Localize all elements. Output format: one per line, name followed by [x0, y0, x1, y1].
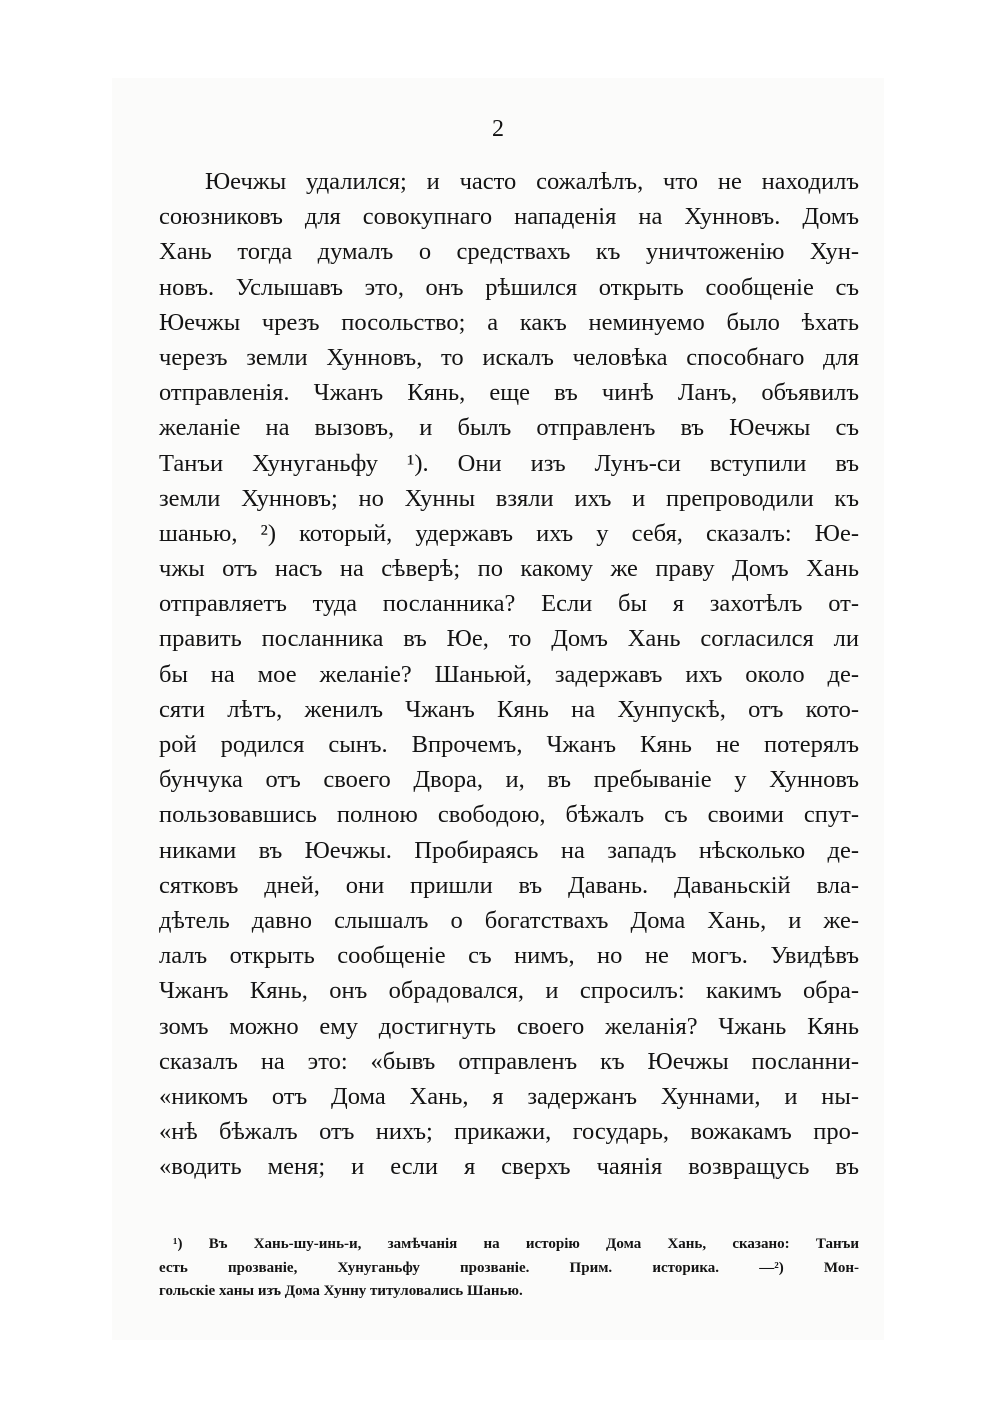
text-line: союзниковъ для совокупнаго нападенія на Хунновъ. Домъ: [159, 203, 859, 231]
text-line: «нѣ бѣжалъ отъ нихъ; прикажи, государь, вожакамъ про-: [159, 1118, 859, 1146]
text-line: чжы отъ насъ на сѣверѣ; по какому же праву Домъ Хань: [159, 555, 859, 583]
text-line: пользовавшись полною свободою, бѣжалъ съ своими спут-: [159, 801, 859, 829]
text-line: рой родился сынъ. Впрочемъ, Чжанъ Кянь не потерялъ: [159, 731, 859, 758]
page-number: 2: [492, 116, 504, 142]
text-line: бы на мое желаніе? Шаньюй, задержавъ ихъ около де-: [159, 660, 859, 688]
footnotes: [159, 1233, 859, 1304]
text-line: Танъи Хунуганьфу ¹). Они изъ Лунъ-си вступили въ: [159, 449, 859, 477]
text-line: земли Хунновъ; но Хунны взяли ихъ и препроводили къ: [159, 484, 859, 512]
text-line: Юечжы удалился; и часто сожалѣлъ, что не находилъ: [205, 168, 859, 195]
text-line: сятковъ дней, они пришли въ Давань. Даваньскій вла-: [159, 871, 859, 899]
footnote-line: есть прозваніе, Хунуганьфу прозваніе. Прим. историка. —²) Мон-: [159, 1259, 859, 1276]
text-line: шанью, ²) который, удержавъ ихъ у себя, сказалъ: Юе-: [159, 519, 859, 547]
text-line: отправляетъ туда посланника? Если бы я захотѣлъ от-: [159, 590, 859, 618]
book-page: [112, 78, 884, 1340]
text-line: «водить меня; и если я сверхъ чаянія возвращусь въ: [159, 1153, 859, 1181]
text-line: Юечжы чрезъ посольство; а какъ неминуемо было ѣхать: [159, 308, 859, 336]
text-line: Хань тогда думалъ о средствахъ къ уничтоженію Хун-: [159, 238, 859, 266]
text-line: новъ. Услышавъ это, онъ рѣшился открыть сообщеніе съ: [159, 273, 859, 301]
text-line: отправленія. Чжанъ Кянь, еще въ чинѣ Ланъ, объявилъ: [159, 379, 859, 407]
text-line: никами въ Юечжы. Пробираясь на западъ нѣсколько де-: [159, 836, 859, 864]
text-line: черезъ земли Хунновъ, то искалъ человѣка способнаго для: [159, 343, 859, 371]
main-text: [159, 164, 859, 1184]
text-line: лалъ открыть сообщеніе съ нимъ, но не могъ. Увидѣвъ: [159, 942, 859, 970]
text-line: дѣтель давно слышалъ о богатствахъ Дома Хань, и же-: [159, 906, 859, 934]
text-line: сказалъ на это: «бывъ отправленъ къ Юечжы посланни-: [159, 1047, 859, 1075]
text-line: сяти лѣтъ, женилъ Чжанъ Кянь на Хунпускѣ, отъ кото-: [159, 695, 859, 723]
text-line: зомъ можно ему достигнуть своего желанія? Чжань Кянь: [159, 1012, 859, 1040]
text-line: Чжанъ Кянь, онъ обрадовался, и спросилъ: какимъ обра-: [159, 977, 859, 1005]
text-line: «никомъ отъ Дома Хань, я задержанъ Хуннами, и ны-: [159, 1082, 859, 1110]
footnote-line: гольскіе ханы изъ Дома Хунну титуловались Шанью.: [159, 1283, 523, 1299]
text-line: править посланника въ Юе, то Домъ Хань согласился ли: [159, 625, 859, 653]
footnote-line: ¹) Въ Хань-шу-инь-и, замѣчанія на исторію Дома Хань, сказано: Танъи: [173, 1236, 859, 1252]
text-line: бунчука отъ своего Двора, и, въ пребываніе у Хунновъ: [159, 766, 859, 794]
text-line: желаніе на вызовъ, и былъ отправленъ въ Юечжы съ: [159, 414, 859, 442]
